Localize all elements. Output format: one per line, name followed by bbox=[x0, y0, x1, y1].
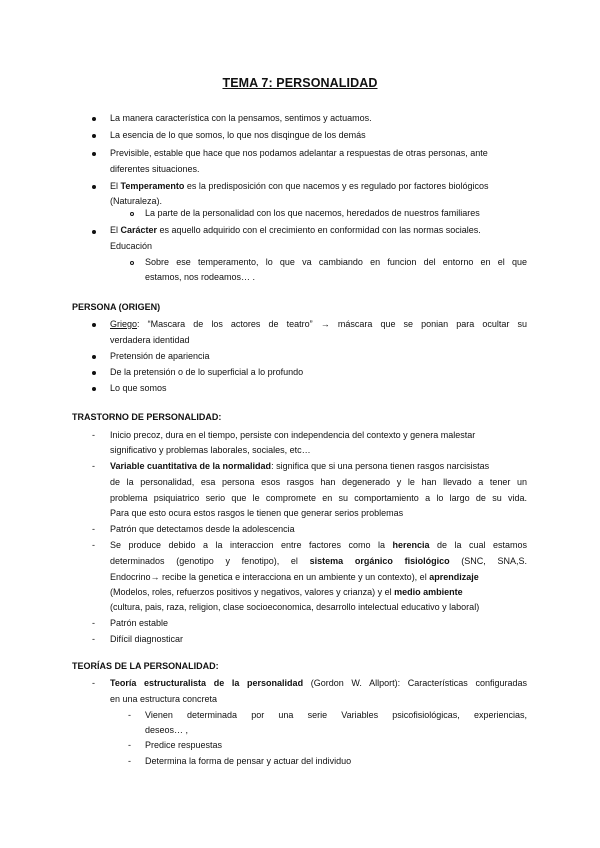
trastorno-item-3: Patrón que detectamos desde la adolescencia bbox=[110, 524, 295, 534]
term-sistema-organico: sistema orgánico fisiológico bbox=[309, 556, 450, 566]
trastorno-item-4-line-2 bbox=[110, 554, 527, 570]
text-run: determinados (genotipo y fenotipo), el bbox=[110, 556, 310, 566]
dash-bullet: - bbox=[92, 678, 95, 688]
trastorno-item-2-line-3: problema psiquiatrico serio que le compromete en su comportamiento a lo largo de su vida. bbox=[110, 493, 527, 503]
dash-bullet: - bbox=[92, 524, 95, 534]
dash-bullet: - bbox=[92, 618, 95, 628]
intro-bullet-5-sub-line-1: Sobre ese temperamento, lo que va cambiando en funcion del entorno en el que bbox=[145, 257, 527, 267]
circle-bullet-icon bbox=[130, 261, 134, 265]
teorias-item-1-line-2: en una estructura concreta bbox=[110, 694, 218, 704]
text-run: es la predisposición con que nacemos y es regulado por factores biológicos bbox=[184, 181, 489, 191]
bullet-icon bbox=[92, 387, 96, 391]
dash-bullet: - bbox=[128, 740, 131, 750]
persona-bullet-2: Pretensión de apariencia bbox=[110, 351, 210, 361]
term-temperamento: Temperamento bbox=[120, 181, 185, 191]
term-medio-ambiente: medio ambiente bbox=[394, 587, 463, 597]
dash-bullet: - bbox=[92, 634, 95, 644]
trastorno-item-5: Patrón estable bbox=[110, 618, 169, 628]
teorias-sub-1-line-2: deseos… , bbox=[145, 725, 189, 735]
text-run: (Gordon W. Allport): Características configuradas bbox=[303, 678, 527, 688]
persona-bullet-1-line-1 bbox=[110, 317, 527, 333]
bullet-icon bbox=[92, 230, 96, 234]
dash-bullet: - bbox=[128, 710, 131, 720]
dash-bullet: - bbox=[92, 461, 95, 471]
bullet-icon bbox=[92, 117, 96, 121]
intro-bullet-4-line-2: (Naturaleza). bbox=[110, 196, 163, 206]
intro-bullet-3-line-1: Previsible, estable que hace que nos podamos adelantar a respuestas de otras personas, ante bbox=[110, 148, 488, 158]
trastorno-item-1-line-1: Inicio precoz, dura en el tiempo, persiste con independencia del contexto y genera malestar bbox=[110, 430, 476, 440]
persona-bullet-4: Lo que somos bbox=[110, 383, 167, 393]
intro-bullet-1: La manera característica con la pensamos, sentimos y actuamos. bbox=[110, 113, 372, 123]
text-run: Se produce debido a la interaccion entre factores como la bbox=[110, 540, 393, 550]
circle-bullet-icon bbox=[130, 212, 134, 216]
dash-bullet: - bbox=[92, 430, 95, 440]
bullet-icon bbox=[92, 355, 96, 359]
text-run: : “Mascara de los actores de teatro” → máscara que se ponian para ocultar su bbox=[137, 319, 527, 329]
intro-bullet-5-line-2: Educación bbox=[110, 241, 153, 251]
trastorno-item-2-line-1 bbox=[110, 459, 489, 475]
teorias-sub-2: Predice respuestas bbox=[145, 740, 223, 750]
term-herencia: herencia bbox=[392, 540, 430, 550]
intro-bullet-3-line-2: diferentes situaciones. bbox=[110, 164, 200, 174]
intro-bullet-2: La esencia de lo que somos, lo que nos disqingue de los demás bbox=[110, 130, 366, 140]
trastorno-item-6: Difícil diagnosticar bbox=[110, 634, 184, 644]
bullet-icon bbox=[92, 371, 96, 375]
text-run: es aquello adquirido con el crecimiento en conformidad con las normas sociales. bbox=[157, 225, 481, 235]
teorias-sub-3: Determina la forma de pensar y actuar del individuo bbox=[145, 756, 352, 766]
trastorno-item-2-line-2: de la personalidad, esa persona esos rasgos han degenerado y le han llevado a tener un bbox=[110, 477, 527, 487]
text-run: El bbox=[110, 225, 121, 235]
intro-bullet-4-line-1 bbox=[110, 179, 489, 195]
text-run: El bbox=[110, 181, 121, 191]
bullet-icon bbox=[92, 134, 96, 138]
teorias-sub-1-line-1: Vienen determinada por una serie Variables psicofisiológicas, experiencias, bbox=[145, 710, 527, 720]
bullet-icon bbox=[92, 152, 96, 156]
text-run: : significa que si una persona tienen rasgos narcisistas bbox=[271, 461, 490, 471]
intro-bullet-5-line-1 bbox=[110, 223, 481, 239]
term-aprendizaje: aprendizaje bbox=[429, 572, 479, 582]
intro-bullet-5-sub-line-2: estamos, nos rodeamos… . bbox=[145, 272, 256, 282]
term-teoria-estructuralista: Teoría estructuralista de la personalidad bbox=[110, 678, 304, 688]
term-griego: Griego bbox=[110, 319, 138, 329]
dash-bullet: - bbox=[128, 756, 131, 766]
section-heading-persona: PERSONA (ORIGEN) bbox=[72, 302, 161, 312]
dash-bullet: - bbox=[92, 540, 95, 550]
text-run: Endocrino→ recibe la genetica e interacciona en un ambiente y un contexto), el bbox=[110, 572, 430, 582]
trastorno-item-2-line-4: Para que esto ocura estos rasgos le tienen que generar serios problemas bbox=[110, 508, 404, 518]
trastorno-item-4-line-3 bbox=[110, 570, 479, 586]
term-caracter: Carácter bbox=[120, 225, 158, 235]
text-run: (Modelos, roles, refuerzos positivos y negativos, valores y crianza) y el bbox=[110, 587, 395, 597]
section-heading-trastorno: TRASTORNO DE PERSONALIDAD: bbox=[72, 412, 222, 422]
trastorno-item-4-line-1 bbox=[110, 538, 527, 554]
term-variable-cuantitativa: Variable cuantitativa de la normalidad bbox=[110, 461, 272, 471]
trastorno-item-4-line-5: (cultura, pais, raza, religion, clase socioeconomica, desarrollo intelectual educativo y laboral) bbox=[110, 602, 480, 612]
persona-bullet-3: De la pretensión o de lo superficial a lo profundo bbox=[110, 367, 304, 377]
persona-bullet-1-line-2: verdadera identidad bbox=[110, 335, 190, 345]
page-title: TEMA 7: PERSONALIDAD bbox=[222, 76, 378, 90]
teorias-item-1-line-1 bbox=[110, 676, 527, 692]
trastorno-item-4-line-4 bbox=[110, 585, 463, 601]
text-run: de la cual estamos bbox=[429, 540, 527, 550]
intro-bullet-4-sub: La parte de la personalidad con los que nacemos, heredados de nuestros familiares bbox=[145, 208, 480, 218]
section-heading-teorias: TEORÍAS DE LA PERSONALIDAD: bbox=[72, 661, 219, 671]
bullet-icon bbox=[92, 323, 96, 327]
bullet-icon bbox=[92, 185, 96, 189]
trastorno-item-1-line-2: significativo y problemas laborales, sociales, etc… bbox=[110, 445, 311, 455]
text-run: (SNC, SNA,S. bbox=[449, 556, 528, 566]
